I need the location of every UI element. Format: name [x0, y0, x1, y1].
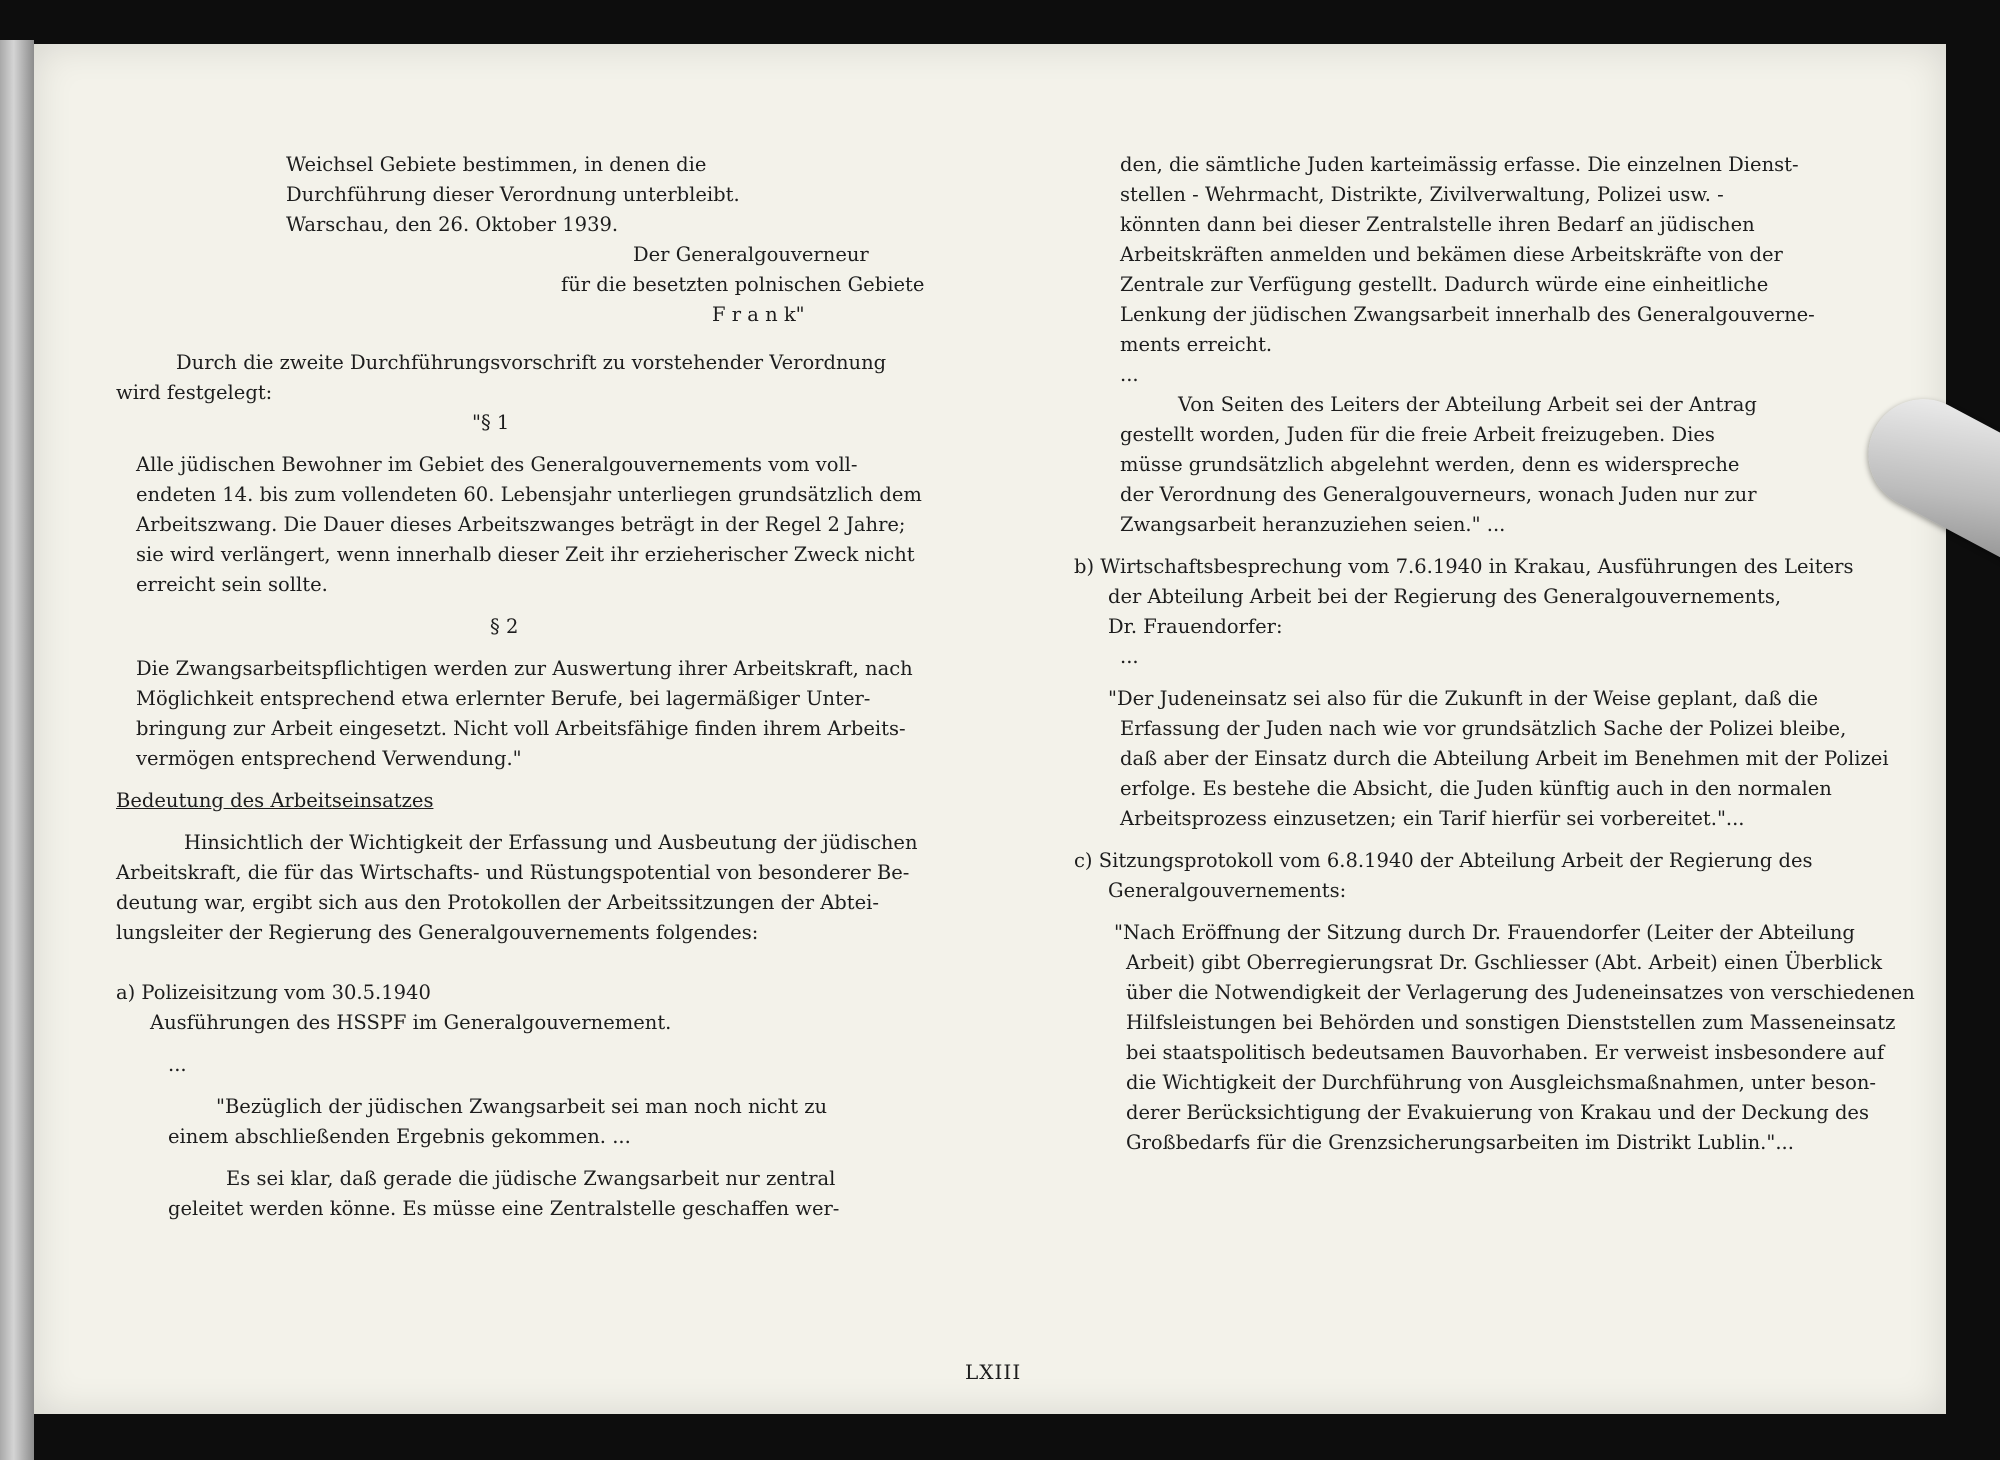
right-column [1074, 150, 1915, 1158]
section-1-heading: "§ 1 [472, 411, 510, 434]
continued-quote: den, die sämtliche Juden karteimässig erfasse. Die einzelnen Dienst- stellen - Wehrmacht, Distrikte, Zivilverwaltung, Polizei usw. - könnten dann bei dieser Zentralstelle ihren Bedarf an jüdischen Arbeitskräften anmelden und bekämen diese Arbeitskräfte von der Zentrale zur Verfügung gestellt. Dadurch würde eine einheitliche Lenkung der jüdischen Zwangsarbeit innerhalb des Generalgouverne- ments erreicht. ... [1074, 150, 1894, 390]
book-spine [0, 40, 34, 1460]
quote-b: "Der Judeneinsatz sei also für die Zukunft in der Weise geplant, daß die Erfassung der Juden nach wie vor grundsätzlich Sache der Polizei bleibe, daß aber der Einsatz durch die Abteilung Arbeit im Benehmen mit der Polizei erfolge. Es bestehe die Absicht, die Juden künftig auch in den normalen Arbeitsprozess einzusetzen; ein Tarif hierfür sei vorbereitet."... [1108, 687, 1889, 830]
quote-a: "Bezüglich der jüdischen Zwangsarbeit sei man noch nicht zu einem abschließenden Ergebnis gekommen. ... [168, 1095, 828, 1148]
left-column [116, 150, 936, 1224]
meaning-paragraph: Hinsichtlich der Wichtigkeit der Erfassung und Ausbeutung der jüdischen Arbeitskraft, die für das Wirtschafts- und Rüstungspotential von besonderer Be- deutung war, ergibt sich aus den Protokollen der Arbeitssitzungen der Abtei- lungsleiter der Regierung des Generalgouvernements folgendes: [116, 831, 918, 944]
quote-c: "Nach Eröffnung der Sitzung durch Dr. Frauendorfer (Leiter der Abteilung Arbeit) gibt Oberregierungsrat Dr. Gschliesser (Abt. Arbeit) einen Überblick über die Notwendigkeit der Verlagerung des Judeneinsatzes von verschiedenen Hilfsleistungen bei Behörden und sonstigen Dienststellen zum Masseneinsatz bei staatspolitisch bedeutsamen Bauvorhaben. Er verweist insbesondere auf die Wichtigkeit der Durchführung von Ausgleichsmaßnahmen, unter beson- derer Berücksichtigung der Evakuierung von Krakau und der Deckung des Großbedarfs für die Grenzsicherungsarbeiten im Distrikt Lublin."... [1114, 921, 1915, 1154]
continued-quote-2: Von Seiten des Leiters der Abteilung Arbeit sei der Antrag gestellt worden, Juden für die freie Arbeit freizugeben. Dies müsse grundsätzlich abgelehnt werden, denn es widerspreche der Verordnung des Generalgouverneurs, wonach Juden nur zur Zwangsarbeit heranzuziehen seien." ... [1120, 393, 1757, 536]
item-a: a) Polizeisitzung vom 30.5.1940 Ausführungen des HSSPF im Generalgouvernement. [116, 981, 672, 1034]
section-2-heading: § 2 [490, 615, 519, 638]
signature-block: Der Generalgouverneur für die besetzten polnischen Gebiete F r a n k" [561, 243, 925, 326]
quote-a-continued: Es sei klar, daß gerade die jüdische Zwangsarbeit nur zentral geleitet werden könne. Es müsse eine Zentralstelle geschaffen wer- [168, 1167, 840, 1220]
item-c: c) Sitzungsprotokoll vom 6.8.1940 der Abteilung Arbeit der Regierung des Generalgouvernements: [1074, 849, 1813, 902]
section-2-text: Die Zwangsarbeitspflichtigen werden zur Auswertung ihrer Arbeitskraft, nach Möglichkeit entsprechend etwa erlernter Berufe, bei lagermäßiger Unter- bringung zur Arbeit eingesetzt. Nicht voll Arbeitsfähige finden ihrem Arbeits- vermögen entsprechend Verwendung." [136, 657, 913, 770]
subheading: Bedeutung des Arbeitseinsatzes [116, 789, 434, 812]
ellipsis: ... [168, 1053, 187, 1076]
decree-end: Weichsel Gebiete bestimmen, in denen die Durchführung dieser Verordnung unterbleibt. Warschau, den 26. Oktober 1939. [286, 153, 740, 236]
ellipsis: ... [1120, 363, 1139, 386]
section-1-text: Alle jüdischen Bewohner im Gebiet des Generalgouvernements vom voll- endeten 14. bis zum vollendeten 60. Lebensjahr unterliegen grundsätzlich dem Arbeitszwang. Die Dauer dieses Arbeitszwanges beträgt in der Regel 2 Jahre; sie wird verlängert, wenn innerhalb dieser Zeit ihr erzieherischer Zweck nicht erreicht sein sollte. [136, 453, 922, 596]
intro-paragraph: Durch die zweite Durchführungsvorschrift zu vorstehender Verordnung wird festgelegt: [116, 351, 887, 404]
item-b: b) Wirtschaftsbesprechung vom 7.6.1940 in Krakau, Ausführungen des Leiters der Abteilung Arbeit bei der Regierung des Generalgouvernements, Dr. Frauendorfer: ... [1074, 552, 1894, 672]
page-number: LXIII [965, 1360, 1022, 1384]
ellipsis: ... [1120, 645, 1139, 668]
